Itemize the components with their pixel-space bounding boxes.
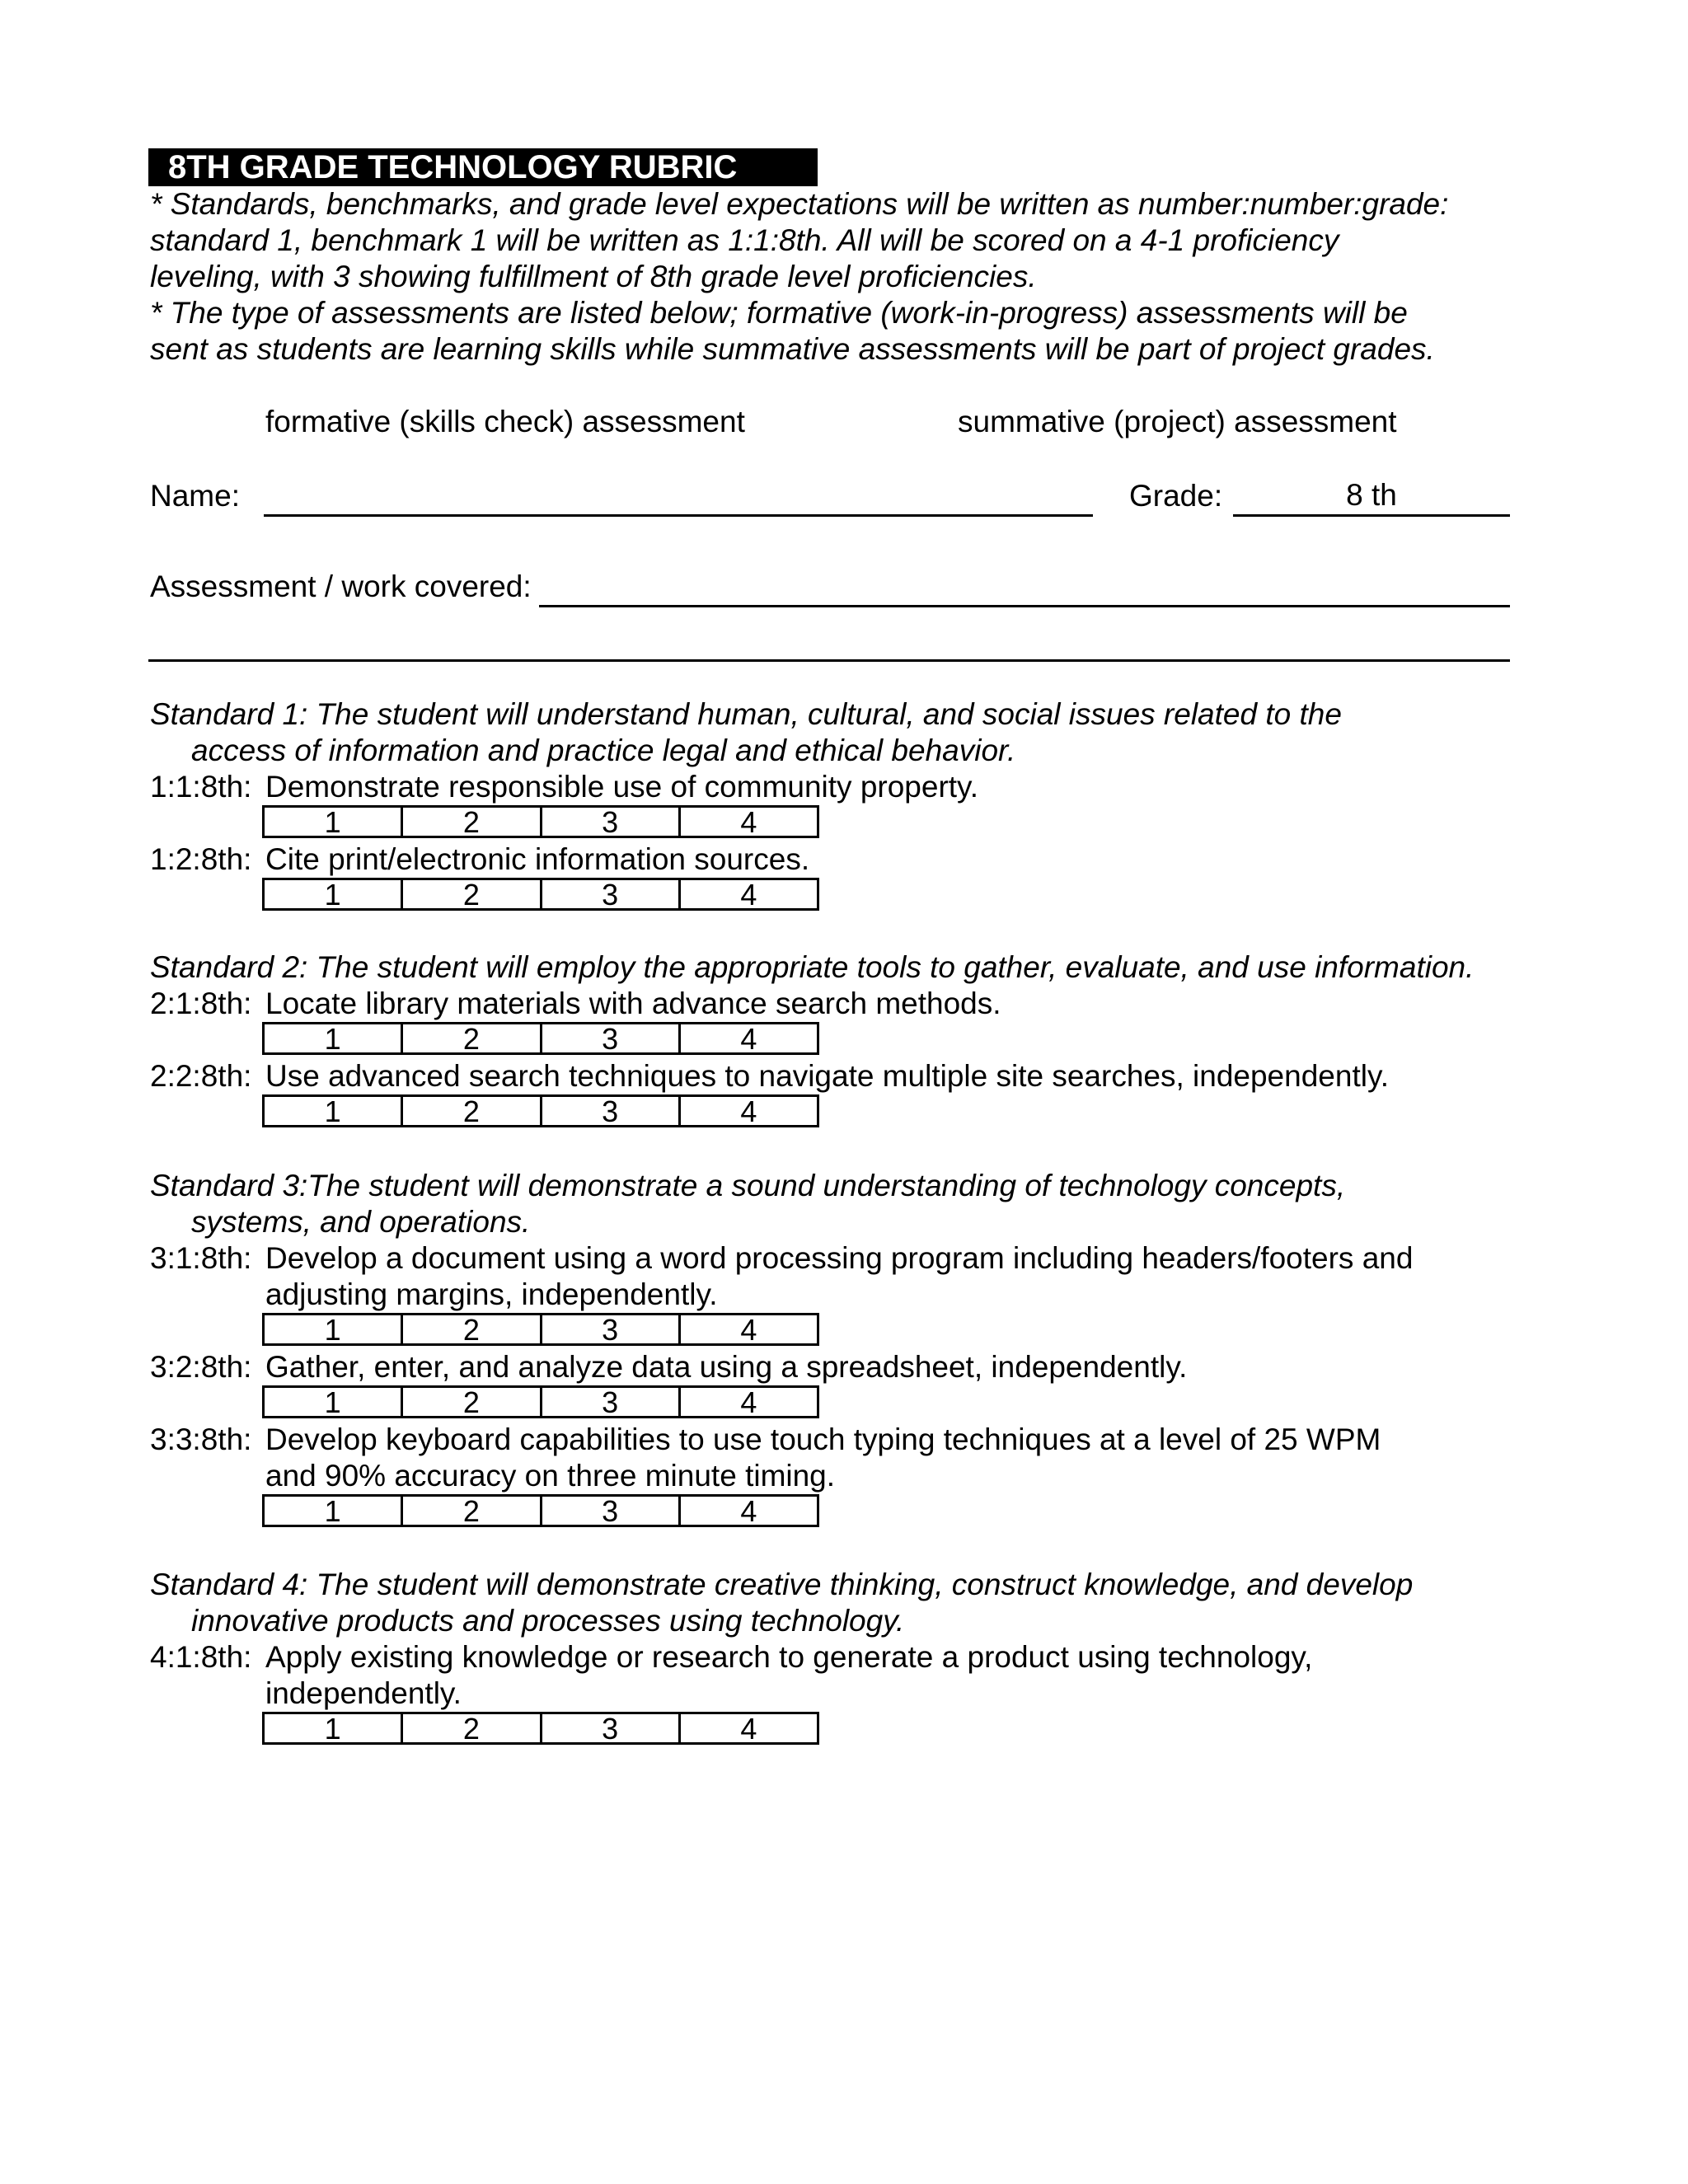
name-label: Name: (150, 479, 240, 513)
name-field[interactable] (264, 475, 1093, 517)
score-option[interactable]: 4 (740, 878, 757, 912)
benchmark-code: 3:1:8th: (150, 1241, 252, 1275)
score-option[interactable]: 1 (265, 880, 403, 908)
benchmark-code: 4:1:8th: (150, 1640, 252, 1674)
summative-assessment-option[interactable]: summative (project) assessment (958, 405, 1397, 438)
benchmark-text: Cite print/electronic information sources. (265, 842, 810, 876)
benchmark-text: Locate library materials with advance search methods. (265, 987, 1001, 1020)
page-title: 8TH GRADE TECHNOLOGY RUBRIC (148, 148, 818, 186)
score-option[interactable]: 1 (265, 1388, 403, 1416)
benchmark-text: Gather, enter, and analyze data using a spreadsheet, independently. (265, 1350, 1188, 1384)
score-row (262, 1712, 819, 1745)
benchmark-text: Apply existing knowledge or research to generate a product using technology, (265, 1640, 1313, 1674)
intro-line: standard 1, benchmark 1 will be written as 1:1:8th. All will be scored on a 4-1 proficiency (150, 223, 1339, 257)
score-row (262, 1494, 819, 1527)
standard-heading: Standard 4: The student will demonstrate creative thinking, construct knowledge, and develop (150, 1568, 1414, 1601)
intro-line: leveling, with 3 showing fulfillment of 8th grade level proficiencies. (150, 260, 1037, 293)
benchmark-text: Develop a document using a word processing program including headers/footers and (265, 1241, 1414, 1275)
score-option[interactable]: 2 (403, 808, 542, 836)
standard-heading: systems, and operations. (191, 1205, 531, 1239)
standard-heading: access of information and practice legal and ethical behavior. (191, 733, 1016, 767)
score-option[interactable]: 2 (403, 1097, 542, 1125)
score-option[interactable]: 2 (403, 1388, 542, 1416)
standard-heading: Standard 2: The student will employ the appropriate tools to gather, evaluate, and use information. (150, 950, 1475, 984)
score-option[interactable]: 3 (542, 1497, 681, 1525)
work-covered-extra-line[interactable] (148, 659, 1510, 662)
score-option[interactable]: 1 (265, 1714, 403, 1742)
benchmark-text: independently. (265, 1676, 462, 1710)
score-option[interactable]: 4 (740, 1094, 757, 1128)
grade-field[interactable] (1233, 475, 1510, 517)
formative-assessment-option[interactable]: formative (skills check) assessment (265, 405, 745, 438)
score-option[interactable]: 1 (265, 1315, 403, 1343)
score-option[interactable]: 3 (542, 1388, 681, 1416)
score-option[interactable]: 4 (740, 1712, 757, 1746)
benchmark-code: 2:1:8th: (150, 987, 252, 1020)
benchmark-code: 1:2:8th: (150, 842, 252, 876)
score-option[interactable]: 2 (403, 1315, 542, 1343)
intro-line: * Standards, benchmarks, and grade level expectations will be written as number:number:grade: (150, 187, 1449, 221)
score-option[interactable]: 3 (542, 1024, 681, 1052)
score-row (262, 1385, 819, 1418)
score-row (262, 1094, 819, 1127)
benchmark-code: 3:3:8th: (150, 1422, 252, 1456)
work-covered-label: Assessment / work covered: (150, 569, 532, 603)
grade-value: 8 th (1346, 478, 1397, 512)
score-option[interactable]: 2 (403, 1024, 542, 1052)
score-option[interactable]: 4 (740, 1385, 757, 1419)
score-option[interactable]: 4 (740, 1313, 757, 1347)
benchmark-text: and 90% accuracy on three minute timing. (265, 1459, 836, 1493)
grade-label: Grade: (1129, 479, 1223, 513)
score-option[interactable]: 3 (542, 1097, 681, 1125)
benchmark-text: Develop keyboard capabilities to use touch typing techniques at a level of 25 WPM (265, 1422, 1381, 1456)
score-row (262, 1313, 819, 1346)
score-option[interactable]: 3 (542, 808, 681, 836)
score-option[interactable]: 4 (740, 1494, 757, 1528)
score-option[interactable]: 1 (265, 1497, 403, 1525)
benchmark-text: Demonstrate responsible use of community property. (265, 770, 979, 804)
score-option[interactable]: 1 (265, 808, 403, 836)
score-option[interactable]: 3 (542, 880, 681, 908)
standard-heading: innovative products and processes using technology. (191, 1604, 905, 1638)
benchmark-text: adjusting margins, independently. (265, 1277, 718, 1311)
score-row (262, 878, 819, 911)
score-option[interactable]: 1 (265, 1024, 403, 1052)
benchmark-code: 2:2:8th: (150, 1059, 252, 1093)
score-option[interactable]: 4 (740, 805, 757, 839)
benchmark-code: 1:1:8th: (150, 770, 252, 804)
standard-heading: Standard 1: The student will understand human, cultural, and social issues related to the (150, 697, 1342, 731)
intro-line: sent as students are learning skills while summative assessments will be part of project grades. (150, 332, 1435, 366)
score-option[interactable]: 2 (403, 1497, 542, 1525)
score-option[interactable]: 4 (740, 1022, 757, 1056)
score-option[interactable]: 2 (403, 880, 542, 908)
standard-heading: Standard 3:The student will demonstrate a sound understanding of technology concepts, (150, 1169, 1346, 1202)
benchmark-text: Use advanced search techniques to navigate multiple site searches, independently. (265, 1059, 1389, 1093)
score-option[interactable]: 2 (403, 1714, 542, 1742)
score-option[interactable]: 1 (265, 1097, 403, 1125)
work-covered-field[interactable] (539, 565, 1510, 607)
score-row (262, 805, 819, 838)
intro-line: * The type of assessments are listed below; formative (work-in-progress) assessments will be (150, 296, 1408, 330)
score-option[interactable]: 3 (542, 1714, 681, 1742)
benchmark-code: 3:2:8th: (150, 1350, 252, 1384)
score-option[interactable]: 3 (542, 1315, 681, 1343)
score-row (262, 1022, 819, 1055)
